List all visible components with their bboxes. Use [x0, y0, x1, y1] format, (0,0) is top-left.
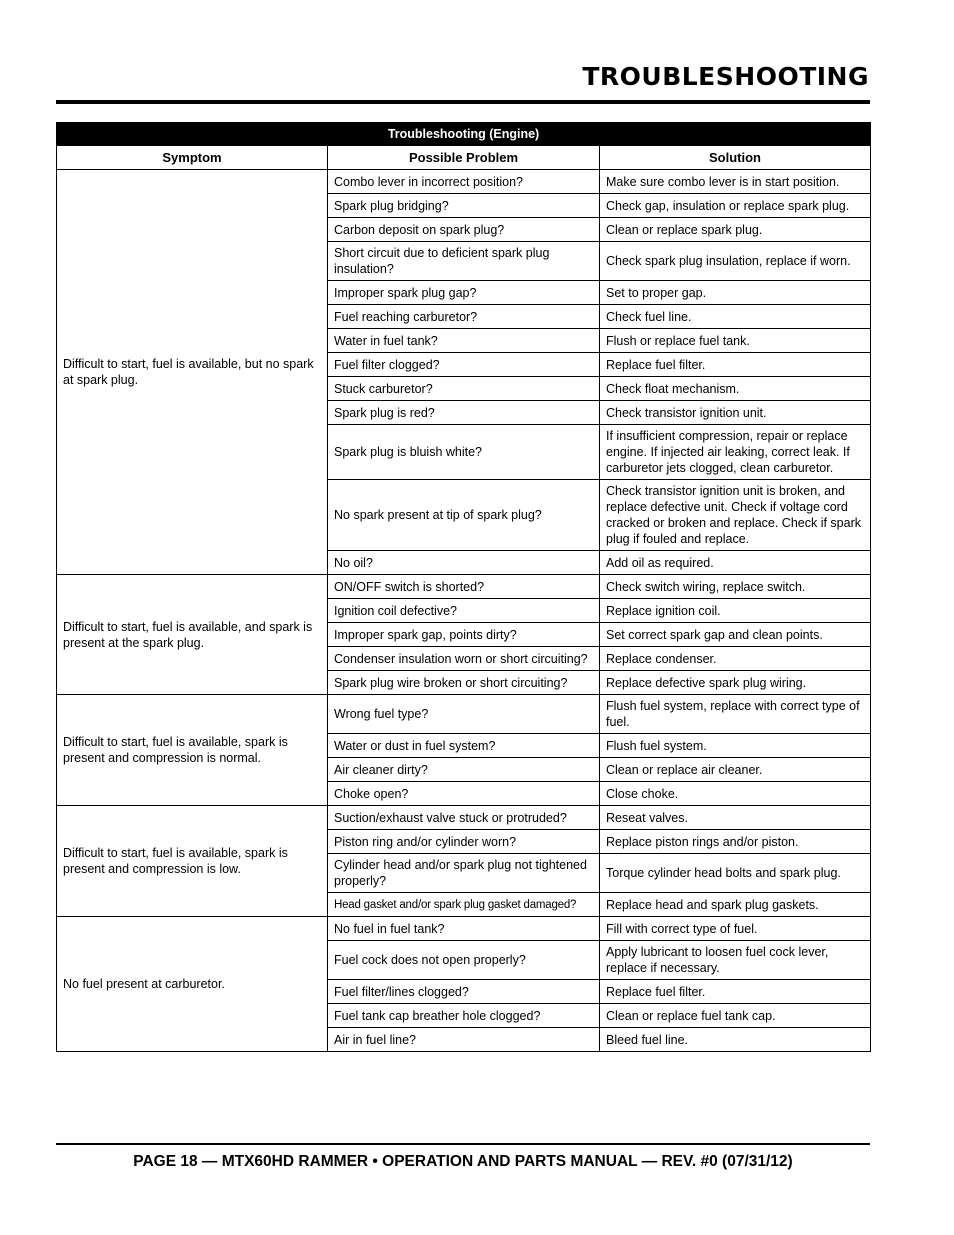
- solution-cell: Torque cylinder head bolts and spark plug.: [600, 854, 871, 893]
- problem-cell: Improper spark gap, points dirty?: [328, 623, 600, 647]
- problem-cell: Fuel filter clogged?: [328, 353, 600, 377]
- solution-cell: Check transistor ignition unit.: [600, 401, 871, 425]
- problem-cell: Head gasket and/or spark plug gasket damaged?: [328, 893, 600, 917]
- problem-cell: Fuel cock does not open properly?: [328, 941, 600, 980]
- table-caption: Troubleshooting (Engine): [57, 123, 871, 146]
- table-banner-row: [57, 123, 871, 146]
- problem-cell: Choke open?: [328, 782, 600, 806]
- problem-cell: Condenser insulation worn or short circuiting?: [328, 647, 600, 671]
- problem-cell: Fuel filter/lines clogged?: [328, 980, 600, 1004]
- solution-cell: Check fuel line.: [600, 305, 871, 329]
- problem-cell: Ignition coil defective?: [328, 599, 600, 623]
- table-row: [57, 575, 871, 599]
- solution-cell: Check switch wiring, replace switch.: [600, 575, 871, 599]
- symptom-cell: Difficult to start, fuel is available, spark is present and compression is low.: [57, 806, 328, 917]
- solution-cell: Set to proper gap.: [600, 281, 871, 305]
- problem-cell: Fuel reaching carburetor?: [328, 305, 600, 329]
- solution-cell: Check float mechanism.: [600, 377, 871, 401]
- solution-cell: Flush fuel system.: [600, 734, 871, 758]
- solution-cell: Flush fuel system, replace with correct type of fuel.: [600, 695, 871, 734]
- solution-cell: Clean or replace spark plug.: [600, 218, 871, 242]
- solution-cell: Check gap, insulation or replace spark plug.: [600, 194, 871, 218]
- solution-cell: Check transistor ignition unit is broken, and replace defective unit. Check if voltage cord cracked or broken and replace. Check if spark plug if fouled and replace.: [600, 480, 871, 551]
- symptom-cell: Difficult to start, fuel is available, but no spark at spark plug.: [57, 170, 328, 575]
- solution-cell: Replace fuel filter.: [600, 980, 871, 1004]
- problem-cell: No spark present at tip of spark plug?: [328, 480, 600, 551]
- problem-cell: ON/OFF switch is shorted?: [328, 575, 600, 599]
- problem-cell: Water or dust in fuel system?: [328, 734, 600, 758]
- problem-cell: Air in fuel line?: [328, 1028, 600, 1052]
- problem-cell: Spark plug is bluish white?: [328, 425, 600, 480]
- problem-cell: Improper spark plug gap?: [328, 281, 600, 305]
- problem-cell: Spark plug is red?: [328, 401, 600, 425]
- title-rule: [56, 100, 870, 104]
- symptom-cell: Difficult to start, fuel is available, spark is present and compression is normal.: [57, 695, 328, 806]
- problem-cell: Spark plug wire broken or short circuiting?: [328, 671, 600, 695]
- solution-cell: Reseat valves.: [600, 806, 871, 830]
- solution-cell: Replace defective spark plug wiring.: [600, 671, 871, 695]
- solution-cell: Clean or replace fuel tank cap.: [600, 1004, 871, 1028]
- solution-cell: Apply lubricant to loosen fuel cock lever, replace if necessary.: [600, 941, 871, 980]
- problem-cell: Piston ring and/or cylinder worn?: [328, 830, 600, 854]
- problem-cell: Combo lever in incorrect position?: [328, 170, 600, 194]
- solution-cell: Add oil as required.: [600, 551, 871, 575]
- solution-cell: Clean or replace air cleaner.: [600, 758, 871, 782]
- solution-cell: Check spark plug insulation, replace if worn.: [600, 242, 871, 281]
- problem-cell: Stuck carburetor?: [328, 377, 600, 401]
- table-body: [57, 170, 871, 1052]
- solution-cell: If insufficient compression, repair or replace engine. If injected air leaking, correct leak. If carburetor jets clogged, clean carburetor.: [600, 425, 871, 480]
- solution-cell: Replace head and spark plug gaskets.: [600, 893, 871, 917]
- table-row: [57, 917, 871, 941]
- problem-cell: Carbon deposit on spark plug?: [328, 218, 600, 242]
- solution-cell: Make sure combo lever is in start position.: [600, 170, 871, 194]
- header-solution: Solution: [600, 146, 871, 170]
- symptom-cell: No fuel present at carburetor.: [57, 917, 328, 1052]
- solution-cell: Replace ignition coil.: [600, 599, 871, 623]
- problem-cell: Cylinder head and/or spark plug not tightened properly?: [328, 854, 600, 893]
- table-row: [57, 695, 871, 734]
- problem-cell: Short circuit due to deficient spark plug insulation?: [328, 242, 600, 281]
- problem-cell: Suction/exhaust valve stuck or protruded?: [328, 806, 600, 830]
- problem-cell: No fuel in fuel tank?: [328, 917, 600, 941]
- header-symptom: Symptom: [57, 146, 328, 170]
- problem-cell: Water in fuel tank?: [328, 329, 600, 353]
- solution-cell: Replace fuel filter.: [600, 353, 871, 377]
- table-header-row: [57, 146, 871, 170]
- problem-cell: No oil?: [328, 551, 600, 575]
- table-row: [57, 806, 871, 830]
- problem-cell: Air cleaner dirty?: [328, 758, 600, 782]
- page-footer: PAGE 18 — MTX60HD RAMMER • OPERATION AND PARTS MANUAL — REV. #0 (07/31/12): [133, 1153, 793, 1170]
- header-possible-problem: Possible Problem: [328, 146, 600, 170]
- problem-cell: Fuel tank cap breather hole clogged?: [328, 1004, 600, 1028]
- table-row: [57, 170, 871, 194]
- troubleshooting-table: [56, 122, 871, 1052]
- solution-cell: Bleed fuel line.: [600, 1028, 871, 1052]
- solution-cell: Close choke.: [600, 782, 871, 806]
- problem-cell: Wrong fuel type?: [328, 695, 600, 734]
- solution-cell: Replace condenser.: [600, 647, 871, 671]
- solution-cell: Fill with correct type of fuel.: [600, 917, 871, 941]
- solution-cell: Set correct spark gap and clean points.: [600, 623, 871, 647]
- problem-cell: Spark plug bridging?: [328, 194, 600, 218]
- footer-rule: [56, 1143, 870, 1145]
- symptom-cell: Difficult to start, fuel is available, and spark is present at the spark plug.: [57, 575, 328, 695]
- solution-cell: Flush or replace fuel tank.: [600, 329, 871, 353]
- solution-cell: Replace piston rings and/or piston.: [600, 830, 871, 854]
- page-title: TROUBLESHOOTING: [582, 62, 869, 91]
